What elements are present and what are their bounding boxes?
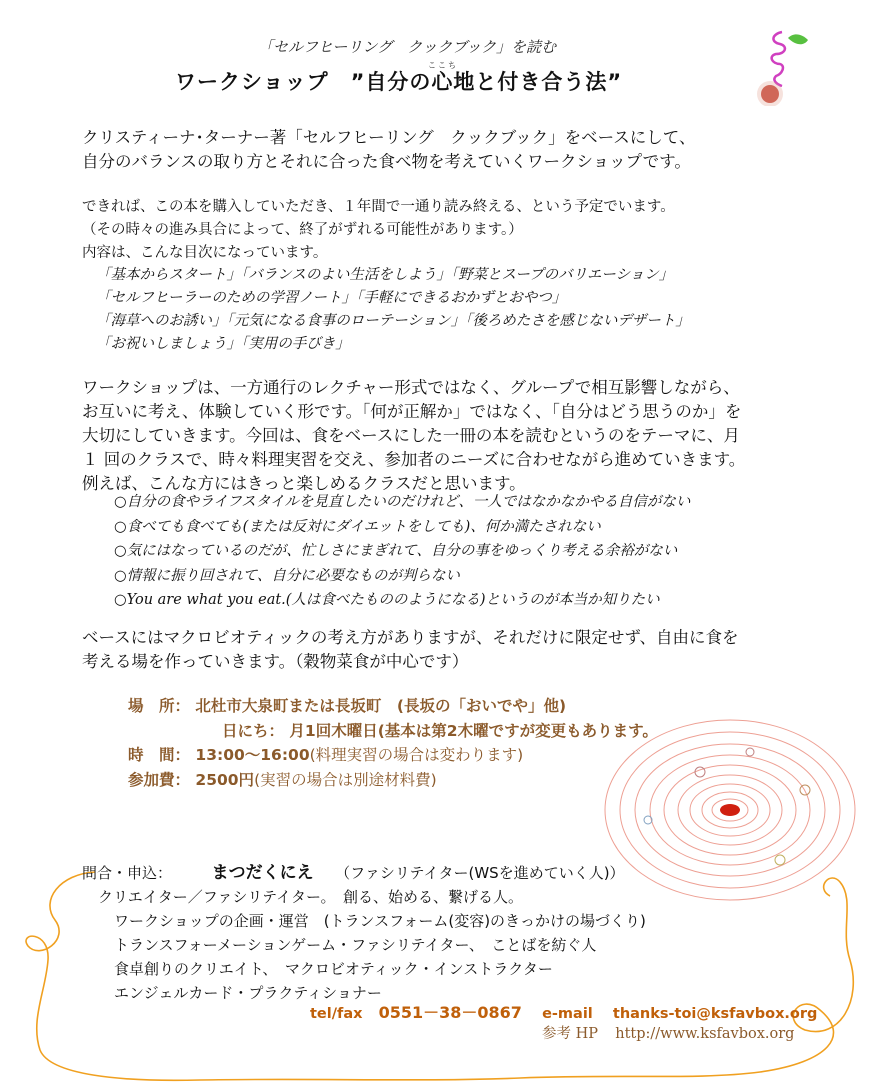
fee-note: (実習の場合は別途材料費): [254, 770, 437, 789]
info-fee: [128, 768, 658, 793]
place-label: 場 所：: [128, 697, 191, 715]
contact-line: クリエイター／ファシリテイター。 創る、始める、繋げる人。: [98, 888, 523, 906]
bullet-item: ○情報に振り回されて、自分に必要なものが判らない: [114, 567, 460, 584]
base-line: 考える場を作っていきます。（穀物菜食が中心です）: [82, 652, 469, 671]
info-block: [128, 694, 658, 792]
info-date: [128, 719, 658, 744]
plan-line: （その時々の進み具合によって、終了がずれる可能性があります。）: [82, 222, 523, 238]
time-value: 13:00～16:00: [195, 746, 310, 764]
base-line: ベースにはマクロビオティックの考え方がありますが、それだけに限定せず、自由に食を: [82, 628, 739, 647]
title-ruby: ここち: [428, 61, 458, 70]
toc-item: 「基本からスタート」「バランスのよい生活をしよう」「野菜とスープのバリエーション」: [96, 267, 674, 283]
hp-link[interactable]: http://www.ksfavbox.org: [615, 1026, 795, 1042]
plan-paragraph: [82, 196, 675, 265]
toc-item: 「お祝いしましょう」「実用の手びき」: [96, 336, 350, 352]
workshop-line: お互いに考え、体験していく形です。「何が正解か」ではなく、「自分はどう思うのか」を: [82, 402, 742, 421]
workshop-paragraph: [82, 376, 745, 496]
toc-item: 「海草へのお誘い」「元気になる食事のローテーション」「後ろめたさを感じないデザート」: [96, 313, 690, 329]
fee-label: 参加費：: [128, 770, 191, 789]
telfax-label: tel/fax: [310, 1006, 363, 1022]
bullet-item: ○自分の食やライフスタイルを見直したいのだけれど、一人ではなかなかやる自信がない: [114, 494, 691, 510]
bullet-item: ○食べても食べても(または反対にダイエットをしても)、何か満たされない: [114, 518, 601, 535]
email-link[interactable]: thanks-toi@ksfavbox.org: [612, 1006, 818, 1022]
contact-line: エンジェルカード・プラクティショナー: [114, 984, 382, 1002]
workshop-line: 大切にしていきます。今回は、食をベースにした一冊の本を読むというのをテーマに、月: [82, 426, 740, 445]
contact-name: まつだくにえ: [211, 863, 314, 883]
intro-paragraph: [82, 126, 695, 174]
date-value: 月1回木曜日(基本は第2木曜ですが変更もあります。: [289, 721, 658, 740]
info-place: [128, 694, 658, 719]
date-label: 日にち：: [222, 721, 285, 740]
toc-item: 「セルフヒーラーのための学習ノート」「手軽にできるおかずとおやつ」: [96, 290, 567, 306]
contact-line: ワークショップの企画・運営 (トランスフォーム(変容)のきっかけの場づくり): [114, 912, 646, 930]
toc-list: [96, 264, 690, 356]
contact-line: 食卓創りのクリエイト、 マクロビオティック・インストラクター: [114, 960, 553, 978]
bullet-item: ○気にはなっているのだが、忙しさにまぎれて、自分の事をゆっくり考える余裕がない: [114, 543, 678, 559]
fee-value: 2500円: [195, 770, 255, 789]
time-note: (料理実習の場合は変わります): [309, 746, 524, 764]
decorative-squiggle-icon: [742, 24, 822, 106]
info-time: [128, 743, 658, 768]
place-value: 北杜市大泉町または長坂町 (長坂の「おいでや」他): [195, 697, 567, 715]
contact-phone-email: [310, 1000, 817, 1023]
homepage-line: [542, 1022, 794, 1043]
telfax-value: 0551－38－0867: [378, 1003, 522, 1022]
contact-role-note: （ファシリテイター(WSを進めていく人)）: [335, 864, 625, 882]
subtitle: 「セルフヒーリング クックブック」を読む: [258, 38, 557, 56]
base-paragraph: [82, 626, 739, 674]
intro-line: クリスティーナ･ターナー著「セルフヒーリング クックブック」をベースにして、: [82, 128, 696, 147]
page-title: ワークショップ ”自分の心地と付き合う法”: [175, 70, 623, 94]
intro-line: 自分のバランスの取り方とそれに合った食べ物を考えていくワークショップです。: [82, 152, 691, 171]
contact-line: トランスフォーメーションゲーム・ファシリテイター、 ことばを紡ぐ人: [114, 936, 597, 954]
time-label: 時 間：: [128, 746, 191, 764]
workshop-line: 例えば、こんな方にはきっと楽しめるクラスだと思います。: [82, 474, 526, 493]
plan-line: できれば、この本を購入していただき、１年間で一通り読み終える、という予定でいます。: [82, 199, 675, 215]
plan-line: 内容は、こんな目次になっています。: [82, 245, 328, 261]
contact-label: 問合・申込：: [82, 864, 173, 882]
bullet-list: [114, 490, 690, 613]
workshop-line: １ 回のクラスで、時々料理実習を交え、参加者のニーズに合わせながら進めていきます。: [82, 450, 746, 469]
bullet-item: ○You are what you eat.(人は食べたもののようになる)というのが本当か知りたい: [114, 592, 660, 608]
contact-header: [82, 862, 625, 886]
workshop-line: ワークショップは、一方通行のレクチャー形式ではなく、グループで相互影響しながら、: [82, 378, 740, 397]
email-label: e-mail: [542, 1006, 593, 1022]
hp-label: 参考 HP: [542, 1026, 599, 1042]
